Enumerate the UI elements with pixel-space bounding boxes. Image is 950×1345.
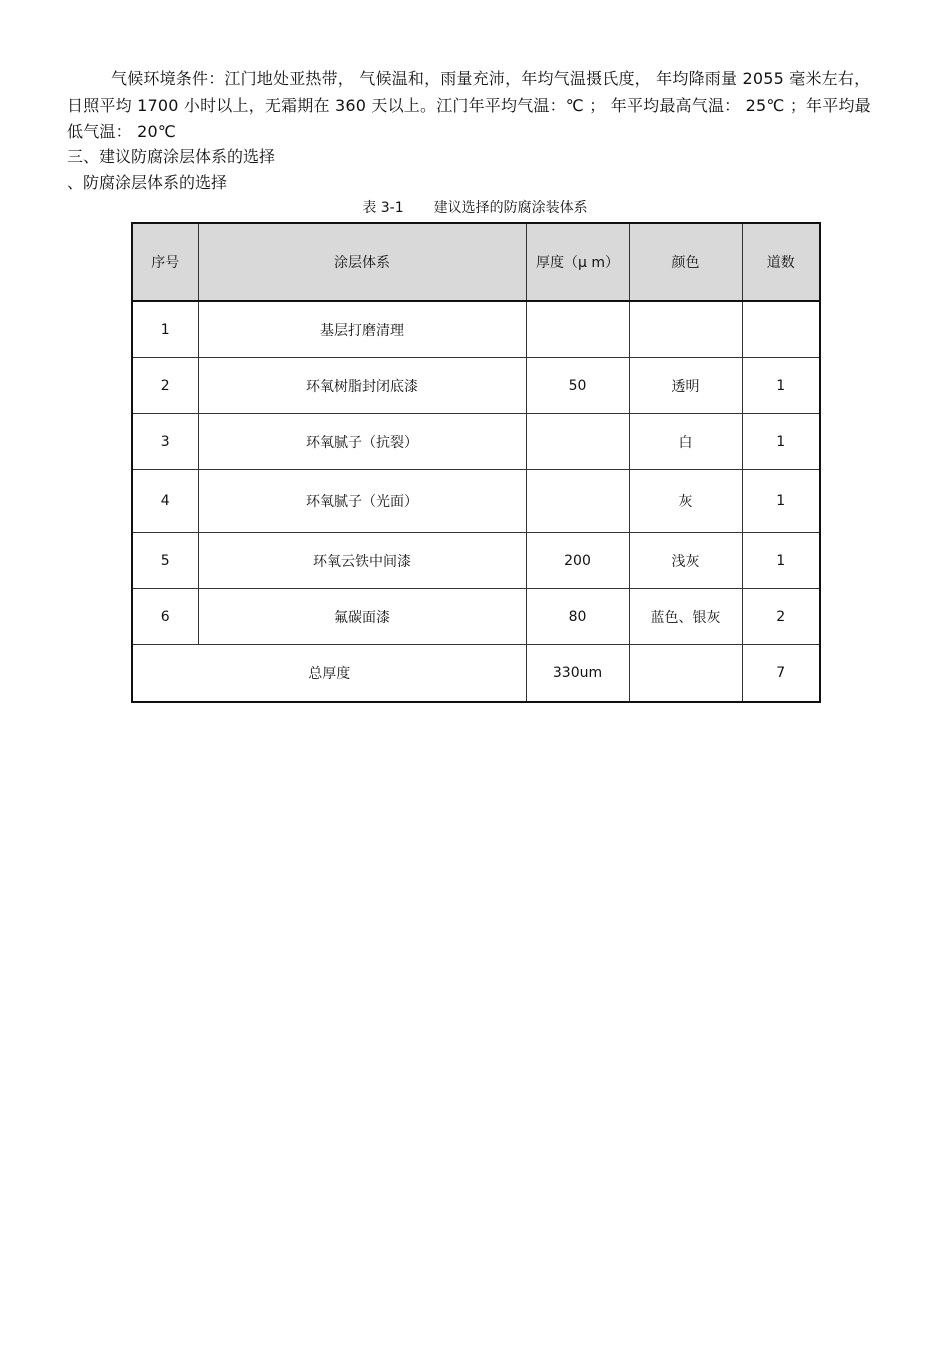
cell-coats: 1 bbox=[742, 358, 820, 414]
table-row bbox=[132, 358, 820, 414]
cell-system: 环氧树脂封闭底漆 bbox=[198, 358, 526, 414]
cell-no: 1 bbox=[132, 301, 198, 358]
cell-no: 6 bbox=[132, 589, 198, 645]
total-coats: 7 bbox=[742, 645, 820, 703]
total-color bbox=[629, 645, 742, 703]
cell-system: 环氧腻子（光面） bbox=[198, 470, 526, 533]
table-row bbox=[132, 301, 820, 358]
table-caption bbox=[0, 198, 950, 218]
subsection-heading: 、防腐涂层体系的选择 bbox=[67, 173, 228, 192]
section-heading: 三、建议防腐涂层体系的选择 bbox=[67, 147, 276, 166]
total-thickness: 330um bbox=[526, 645, 629, 703]
table-caption-title: 建议选择的防腐涂装体系 bbox=[433, 200, 588, 216]
cell-coats: 1 bbox=[742, 533, 820, 589]
cell-system: 基层打磨清理 bbox=[198, 301, 526, 358]
cell-color: 白 bbox=[629, 414, 742, 470]
table-caption-number: 表 3-1 bbox=[362, 200, 404, 216]
table-row bbox=[132, 589, 820, 645]
table-row bbox=[132, 533, 820, 589]
header-no: 序号 bbox=[132, 223, 198, 301]
cell-color bbox=[629, 301, 742, 358]
header-color: 颜色 bbox=[629, 223, 742, 301]
cell-no: 3 bbox=[132, 414, 198, 470]
cell-coats: 1 bbox=[742, 414, 820, 470]
cell-coats: 1 bbox=[742, 470, 820, 533]
header-thickness: 厚度（μ m） bbox=[526, 223, 629, 301]
cell-no: 2 bbox=[132, 358, 198, 414]
cell-system: 环氧腻子（抗裂） bbox=[198, 414, 526, 470]
cell-system: 环氧云铁中间漆 bbox=[198, 533, 526, 589]
total-label: 总厚度 bbox=[132, 645, 526, 703]
cell-color: 透明 bbox=[629, 358, 742, 414]
header-system: 涂层体系 bbox=[198, 223, 526, 301]
table-total-row bbox=[132, 645, 820, 703]
header-coats: 道数 bbox=[742, 223, 820, 301]
table-header-row bbox=[132, 223, 820, 301]
cell-thickness bbox=[526, 414, 629, 470]
cell-thickness bbox=[526, 470, 629, 533]
cell-color: 浅灰 bbox=[629, 533, 742, 589]
table-row bbox=[132, 470, 820, 533]
coating-system-table bbox=[131, 222, 821, 703]
cell-thickness: 200 bbox=[526, 533, 629, 589]
cell-color: 灰 bbox=[629, 470, 742, 533]
table-row bbox=[132, 414, 820, 470]
climate-paragraph: 气候环境条件：江门地处亚热带， 气候温和，雨量充沛，年均气温摄氏度， 年均降雨量 2055 毫米左右，日照平均 1700 小时以上，无霜期在 360 天以上。江门年平均气温：℃ ； 年平均最高气温： 25℃ ；年平均最低气温： 20℃ bbox=[67, 69, 871, 141]
cell-thickness: 80 bbox=[526, 589, 629, 645]
cell-no: 5 bbox=[132, 533, 198, 589]
cell-thickness bbox=[526, 301, 629, 358]
cell-coats bbox=[742, 301, 820, 358]
cell-system: 氟碳面漆 bbox=[198, 589, 526, 645]
cell-no: 4 bbox=[132, 470, 198, 533]
cell-coats: 2 bbox=[742, 589, 820, 645]
cell-color: 蓝色、银灰 bbox=[629, 589, 742, 645]
cell-thickness: 50 bbox=[526, 358, 629, 414]
